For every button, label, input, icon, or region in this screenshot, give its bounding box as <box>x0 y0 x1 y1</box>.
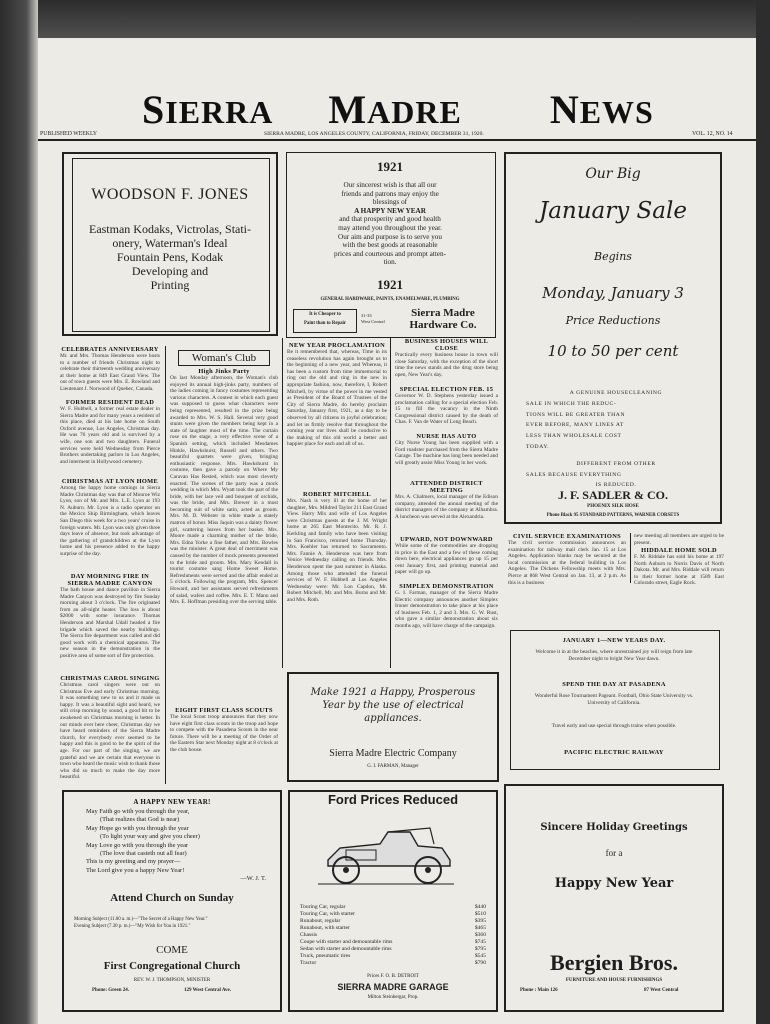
womans-club-text: On last Monday afternoon, the Woman's club enjoyed its annual high-jinks party, numbers of the ladies coming in fancy costumes representing various characters. A contest in which each guest was supposed to guess what characters were being represented, resulted in the prize being awarded to Mrs. W. S. Hall. Several very good stunts were given the members being kept in a state of laughter most of the time. The curtain rose on the stage, a very effective scene of a Spanish setting, which included Mesdames Hinkle, Hawkshurst, Russell and others. Two beautiful quartets were given, bringing enthusiastic response. Mrs. Hawkshurst in costume, then gave a parody on Where My Caravan Has Rested, which was most cleverly enacted. The scenes of the party was a mock wedding in which Mrs. Wyatt took the part of the bride, with her lace veil and bouquet of orchids, was the bride, and Mrs. Brewer in a most becoming suit of white satin, acted as groom. Mrs. M. D. Webster in white made a stately matron of honor. Miss Jaquin was a dainty flower girl, scattering leaves from her basket. Mrs. Moore made a charming mother of the bride, Mrs. Edna Yorke a fine father, and Mrs. Bowles was the minister. A great deal of merriment was caused by the number of mock presents presented to the bride and groom. Mrs. Mary Kendall in tourist costume sang Home Sweet Home. Refreshments were served and the affair ended at 5 o'clock. Following the program, Mrs. Spencer Howard, and her assistants served refreshments of salad, wafers and coffee. Mrs. E. T. Mann and Mrs. E. Hoffman presiding over the serving table. <box>170 375 278 606</box>
headline: CELEBRATES ANNIVERSARY <box>61 346 159 353</box>
headline: NEW YEAR PROCLAMATION <box>288 342 385 349</box>
sale-date: Monday, January 3 <box>542 284 684 302</box>
bergien-phone: Phone : Main 126 <box>520 988 558 993</box>
sale-reductions: Price Reductions <box>565 314 661 327</box>
article-text: Among the happy home comings in Sierra Madre Christmas day was that of Monroe Wiz Lyon, son of Mr. and Mrs. L.E. Lyon at 193 N. Auburn. Mr. Lyon is a radio operator on the Mexico Ship Birmingham, which leaves San Diego this week for a two years' cruise in foreign waters. Mr. Lyon was only given three days leave of absence, but took advantage of the gathering of grandchildren at the Lyon home and his presence added to the happy surprise of the day. <box>60 485 160 557</box>
scan-border-left <box>0 0 38 1024</box>
ford-model-price: $440 <box>474 904 486 910</box>
hardware-address: 31-33 West Central <box>361 313 385 324</box>
headline: ATTENDED DISTRICT MEETING <box>410 480 483 494</box>
hardware-ad <box>286 152 496 338</box>
ford-model-label: Touring Car, regular <box>300 904 346 910</box>
church-come: COME <box>156 944 188 956</box>
headline: SPEND THE DAY AT PASADENA <box>562 681 666 688</box>
article-text: While some of the commodities are dropping in price in the East and a few of these coming down here, electrical appliances go up 15 per cent January first, and printing material and paper will go up. <box>395 543 498 576</box>
article-text: Practically every business house in town will close Saturday, with the exception of the short time the news stands and the drug store being open, New Year's day. <box>395 352 498 378</box>
column-1-news <box>60 346 160 786</box>
garage-owner: Milton Steinbergar, Prop. <box>367 995 419 1000</box>
newspaper-page <box>38 38 756 1024</box>
ford-model-label: Runabout, regular <box>300 918 341 924</box>
headline: HIDDALE HOME SOLD <box>641 547 717 554</box>
sale-title: January Sale <box>538 198 687 224</box>
column-rule <box>390 338 391 668</box>
ford-price-row <box>300 939 486 946</box>
happy-new-year-headline: A HAPPY NEW YEAR! <box>133 798 211 806</box>
article-text: Travel early and use special through trains when possible. <box>551 723 677 729</box>
electric-manager: G. I. FARMAN, Manager <box>367 764 419 769</box>
ford-model-label: Runabout, with starter <box>300 925 350 931</box>
bergien-subtitle: FURNITURE AND HOUSE FURNISHINGS <box>565 978 663 983</box>
hardware-name: Sierra Madre Hardware Co. <box>409 307 477 331</box>
woodson-jones-ad <box>62 152 278 336</box>
article-text: Governor W. D. Stephens yesterday issued a proclamation calling for a special election Feb. 15 to fill the vacancy in the Ninth Congressional district caused by the death of Chas. F. Van de Water of Long Beach. <box>395 393 498 426</box>
church-title: Attend Church on Sunday <box>110 892 234 904</box>
volume-number: VOL. 12, NO. 14 <box>692 131 733 137</box>
headline: UPWARD, NOT DOWNWARD <box>400 536 493 543</box>
church-address: 129 West Central Ave. <box>184 988 232 993</box>
new-year-poem: May Faith go with you through the year, (That realizes that God is near) May Hope go with you through the year (To light your way and give you cheer) May Love go with you through the year (The love that casteth out all fear) This is my greeting and my prayer— The Lord give you a happy New Year! —W. J. T. <box>86 808 266 883</box>
ford-model-label: Sedan with starter and demountable rims <box>300 946 392 952</box>
church-minister: REV. W. J. THOMPSON, MINISTER <box>133 978 211 983</box>
column-3-proclamation <box>287 342 387 668</box>
hardware-year: 1921 <box>377 159 403 174</box>
ford-model-price: $465 <box>474 925 486 931</box>
column-rule <box>165 346 166 784</box>
ford-model-label: Tractor <box>300 960 317 966</box>
woodson-name: WOODSON F. JONES <box>91 186 249 203</box>
scan-border-top <box>0 0 770 38</box>
holiday-greetings: Sincere Holiday Greetings <box>540 822 688 833</box>
column-rule <box>282 338 283 668</box>
sale-phone: Phone Black 95 STANDARD PATTERNS, WARNER CORSETS <box>546 513 680 518</box>
church-phone: Phone: Green 24. <box>92 988 129 993</box>
masthead-rule <box>38 139 756 141</box>
dateline: SIERRA MADRE, LOS ANGELES COUNTY, CALIFORNIA, FRIDAY, DECEMBER 31, 1920. <box>264 131 484 137</box>
ford-ad <box>288 790 498 1012</box>
church-name: First Congregational Church <box>103 960 241 972</box>
ford-price-row <box>300 925 486 932</box>
headline: BUSINESS HOUSES WILL CLOSE <box>404 338 489 352</box>
pacific-electric-ad <box>510 630 720 770</box>
ford-model-price: $360 <box>474 932 486 938</box>
headline: EIGHT FIRST CLASS SCOUTS <box>175 707 273 714</box>
civil-service-column <box>508 533 626 593</box>
church-ad <box>62 790 282 1012</box>
electric-slogan: Make 1921 a Happy, Prosperous Year by the use of electrical appliances. <box>310 687 476 724</box>
headline: NURSE HAS AUTO <box>416 433 477 440</box>
article-text: Mrs. A. Chalmers, local manager of the Edison company, attended the annual meeting of the district managers of the company at Alhambra. A luncheon was served at the Alexandria. <box>395 494 498 520</box>
published-weekly: PUBLISHED WEEKLY <box>40 131 98 137</box>
ford-price-row <box>300 960 486 967</box>
sale-hose: PHOENIX SILK HOSE <box>587 504 639 509</box>
ford-model-price: $395 <box>474 918 486 924</box>
hardware-year-2: 1921 <box>377 277 403 292</box>
woodson-description: Eastman Kodaks, Victrolas, Stati- onery, Waterman's Ideal Fountain Pens, Kodak Developing and Printing <box>88 222 252 292</box>
ford-price-row <box>300 904 486 911</box>
headline: FORMER RESIDENT DEAD <box>65 399 155 406</box>
january-sale-ad <box>504 152 722 524</box>
ford-model-price: $745 <box>474 939 486 945</box>
ford-model-price: $545 <box>474 953 486 959</box>
sermon-subjects: Morning Subject (11.00 a. m.)—"The Secret of a Happy New Year." Evening Subject (7.30 p. m.)—"My Wish for You in 1921." <box>74 917 208 929</box>
article-text: new meeting all members are urged to be present. <box>634 533 724 546</box>
ford-price-list <box>300 904 486 967</box>
ford-model-label: Coupe with starter and demountable rims <box>300 939 393 945</box>
article-text: F. M. Riddale has sold his home at 197 North Auburn to Norris Davis of North Dakota. Mr. and Mrs. Riddale will return to their former home at 1589 East Colorado street, Eagle Rock. <box>634 554 724 587</box>
column-4-news <box>395 338 498 668</box>
ford-title: Ford Prices Reduced <box>327 792 459 807</box>
ford-fob: Prices F. O. B. DETROIT <box>367 974 419 979</box>
ford-price-row <box>300 946 486 953</box>
greeting-for-a: for a <box>605 848 623 858</box>
happy-new-year: Happy New Year <box>554 876 674 891</box>
railway-name: PACIFIC ELECTRIC RAILWAY <box>564 749 664 756</box>
article-text: W. F. Hubbell, a former real estate dealer in Sierra Madre and for many years a resident of this place, died at his late home on South Oxford avenue, Los Angeles, Christmas day. He was 76 years old and is survived by a wife, one son and two daughters. Funeral services were held Wednesday from Pierce Brothers undertaking parlors in Los Angeles, and interment in Hollywood cemetery. <box>60 406 160 465</box>
bergien-bros-ad <box>504 784 724 1012</box>
ford-price-row <box>300 911 486 918</box>
paint-slogan: It is Cheaper to Paint than to Repair <box>293 309 357 333</box>
signature: ROBERT MITCHELL <box>303 491 371 498</box>
ford-price-row <box>300 953 486 960</box>
sale-our-big: Our Big <box>585 166 641 182</box>
headline: CHRISTMAS CAROL SINGING <box>60 675 160 682</box>
article-text: Christmas carol singers were out on Christmas Eve and early Christmas morning. It was something new to us and it made us happy. It was a beautiful sight and heard, we still crisp morning by sound, a good bit to be awakened on Christmas morning is better. In our minds over here cheer, Christmas day we have heard reminders of the Sierra Madre church, for everybody ever seemed to be happy and this is good to be the spirit of the age. For our part of the singing, we are grateful and we are certain that everyone in town who heard the music wish to thank those who did so much to make the day more beautiful. <box>60 682 161 781</box>
hiddale-column <box>634 533 724 593</box>
article-text: G. I. Farman, manager of the Sierra Madre Electric company announces another Simplex Ironer demonstration to take place at his place of business Feb. 1, 2 and 3. Mrs. G. W. Rust, who gave a similar demonstration about six months ago, will have charge of the campaign. <box>395 590 498 629</box>
article-text: Welcome it in at the beaches, where unrestrained joy will reign from late December night to bright New Year dawn. <box>535 649 693 662</box>
electric-company-name: Sierra Madre Electric Company <box>329 748 457 759</box>
article-text: City Nurse Young has been supplied with a Ford roadster purchased from the Sierra Madre Garage. The machine has long been needed and will greatly assist Miss Young in her work. <box>395 440 498 466</box>
headline: JANUARY 1—NEW YEARS DAY. <box>562 637 666 644</box>
ford-model-label: Chassis <box>300 932 318 938</box>
hardware-goods: GENERAL HARDWARE, PAINTS, ENAMELWARE, PLUMBING <box>320 297 460 302</box>
scan-border-right <box>756 0 770 1024</box>
ford-model-label: Touring Car, with starter <box>300 911 355 917</box>
sale-begins: Begins <box>594 250 632 263</box>
article-text: The bath house and dance pavilion in Sierra Madre Canyon was destroyed by fire Sunday morning about 3 o'clock. The fire originated from an all-night heater. The loss is about $2000 with some insurance. Thomas Henderson and Marshal Udall headed a fire brigade which saved the nearby buildings. The Sierra fire department was called and did good work with a chemical apparatus. The new season in the demonstration in the positive area of some sort of fire protection. <box>60 587 160 659</box>
hardware-message: Our sincerest wish is that all our friends and patrons may enjoy the blessings of A HAPPY NEW YEAR and that prosperity and good health may attend you throughout the year. Our aim and purpose is to serve you with the best goods at reasonable prices and courteous and prompt atten- tion. <box>334 181 446 267</box>
headline: DAY MORNING FIRE IN SIERRA MADRE CANYON <box>67 573 153 587</box>
headline: CHRISTMAS AT LYON HOME <box>61 478 159 485</box>
ford-price-row <box>300 932 486 939</box>
bergien-address: 87 West Central <box>644 988 679 993</box>
headline: SPECIAL ELECTION FEB. 15 <box>399 386 494 393</box>
ford-price-row <box>300 918 486 925</box>
headline: CIVIL SERVICE EXAMINATIONS <box>513 533 621 540</box>
ford-model-price: $510 <box>474 911 486 917</box>
sale-firm: J. F. SADLER & CO. <box>558 488 668 502</box>
article-text: The civil service commission announces an examination for railway mail clerk Jan. 15 at Los Angeles. Application blanks may be secured at the local commission at the federal building in Los Angeles. The Dickens Fellowship meets with Mrs. Pierce at 868 West Central on Jan. 13, at 2 p.m. As this is a business <box>508 540 626 586</box>
article-text: Wonderful Rose Tournament Pageant. Football, Ohio State University vs. University of California. <box>534 693 694 706</box>
column-rule <box>630 533 631 583</box>
article-text: Be it remembered that, whereas, Time in its ceaseless revolution has again brought us to the beginning of a new year, and Whereas, it has been a custom from time immemorial to ring out the old and ring in the new in appropriate fashion, now, therefore, I, Robert Mitchell, by virtue of the power in me vested as President of the Board of Trustees of the City of Sierra Madre, do hereby proclaim Saturday, January first, 1921, as a day to be observed by all citizens in joyful celebration; and let us firmly resolve that throughout the coming year our lives shall be conducive to the making of this old world a better and happier place for each and all of us. <box>287 349 387 448</box>
sale-description: A GENUINE HOUSECLEANING SALE IN WHICH THE REDUC- TIONS WILL BE GREATER THAN EVER BEFORE, MANY LINES AT LESS THAN WHOLESALE COST TODAY. DIFFERENT FROM OTHER SALES BECAUSE EVERYTHING IS REDUCED. <box>526 390 663 489</box>
ford-model-price: $790 <box>474 960 486 966</box>
column-2-womans-club <box>170 346 278 786</box>
headline: SIMPLEX DEMONSTRATION <box>399 583 494 590</box>
bergien-name: Bergien Bros. <box>550 950 678 975</box>
article-text: Mr. and Mrs. Thomas Henderson were hosts to a number of friends Christmas night to celebrate their thirteenth wedding anniversary at their home at 849 East Grand View. The out of town guests were Mrs. E. Rowland and Lieutenant J. Norwood of Quebec, Canada. <box>60 353 160 392</box>
ford-model-price: $795 <box>474 946 486 952</box>
electric-company-ad <box>287 672 499 782</box>
sale-range: 10 to 50 per cent <box>547 342 679 360</box>
masthead-title: SIERRA MADRE NEWS <box>142 87 654 132</box>
ford-model-label: Truck, pneumatic tires <box>300 953 351 959</box>
article-text: Mrs. Nash is very ill at the home of her daughter, Mrs. Mildred Taylor 211 East Grand View. Harry Mix and wife of Los Angeles were Christmas guests at the J. M. Wright home at 265 East Montecito. Mr. R. J. Kerkling and family who have been visiting in San Francisco, returned home Thursday. Mrs. Koehler has returned to Sacramento. Mrs. Fannie A. Henderson was here from Venice Wednesday calling on friends. Mrs. Henderson spent the past summer in Alaska. Among those who attended the funeral services of W. F. Hubbell at Los Angeles Wednesday were: Mr. Lon Capdon, Mr. Robert Mitchell, Mr. and Mrs. Burns and Mr. and Mrs. Roth. <box>287 498 388 603</box>
womans-club-subtitle: High Jinks Party <box>198 368 250 375</box>
ford-car-icon <box>310 818 460 888</box>
garage-name: SIERRA MADRE GARAGE <box>337 982 449 992</box>
womans-club-title: Woman's Club <box>178 350 270 366</box>
article-text: The local Scout troop announces that they now have eight first class scouts in the troop and hope to compete with the Pasadena Scouts in the near future. There will be a meeting of the Order of the Eastern Star next Monday night at 8 o'clock at the club house. <box>170 714 278 753</box>
